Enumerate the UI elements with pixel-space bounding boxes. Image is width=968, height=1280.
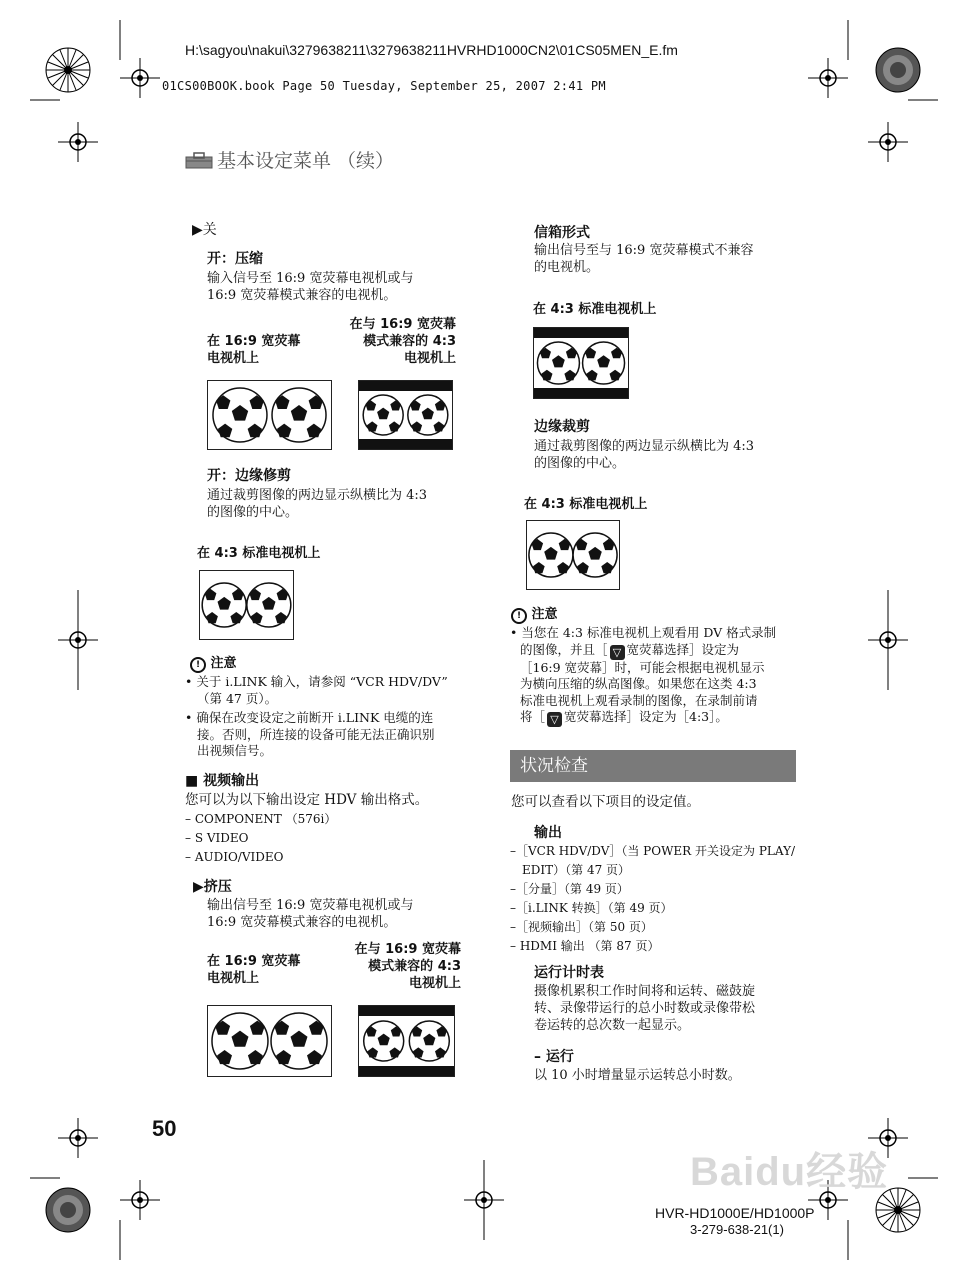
- section-title-text: 基本设定菜单 （续）: [217, 150, 395, 172]
- edge-trim-heading: 开：边缘修剪: [207, 468, 291, 484]
- image-43-tv-edge-crop: [526, 520, 620, 590]
- watermark: Baidu经验: [690, 1150, 889, 1194]
- image-43-tv-compress: [358, 380, 453, 450]
- compress-text: 输入信号至 16:9 宽荧幕电视机或与 16:9 宽荧幕模式兼容的电视机。: [207, 271, 414, 303]
- model-number: HVR-HD1000E/HD1000P: [655, 1205, 815, 1221]
- image-wide-tv-compress: [207, 380, 332, 450]
- soccer-ball: [213, 388, 267, 442]
- soccer-ball: [409, 1021, 449, 1061]
- caution-icon: !: [511, 608, 527, 624]
- image-wide-tv-squeeze: [207, 1005, 332, 1077]
- soccer-ball: [537, 342, 579, 384]
- left-note-item-1: • 关于 i.LINK 输入，请参阅 “VCR HDV/DV” （第 47 页）。: [185, 674, 448, 706]
- squeeze-text: 输出信号至 16:9 宽荧幕电视机或与 16:9 宽荧幕模式兼容的电视机。: [207, 898, 414, 930]
- right-note-title: ! 注意: [511, 603, 558, 624]
- soccer-ball: [529, 533, 573, 577]
- caption-wide-tv-2: 在 16:9 宽荧幕 电视机上: [207, 954, 301, 986]
- caption-compatible-tv-1: 在与 16:9 宽荧幕 模式兼容的 4:3 电视机上: [349, 317, 456, 366]
- right-note-item: • 当您在 4:3 标准电视机上观看用 DV 格式录制 的图像，并且［ ▽ 宽荧幕选择］设定为 ［16:9 宽荧幕］时，可能会根据电视机显示 为横向压缩的纵高图像。如果您在这类 4:3 标准电视机上观看录制的图像，在录制前请 将［ ▽ 宽荧幕选择］设定为［4:3］。: [510, 625, 777, 726]
- caption-43-tv-left: 在 4:3 标准电视机上: [197, 546, 321, 561]
- soccer-ball: [408, 395, 448, 435]
- caption-43-tv-letterbox: 在 4:3 标准电视机上: [533, 302, 657, 317]
- left-note-title: ! 注意: [190, 652, 237, 673]
- soccer-ball: [247, 583, 291, 627]
- caption-43-tv-edge-crop: 在 4:3 标准电视机上: [524, 497, 648, 512]
- run-timer-text: 摄像机累积工作时间将和运转、磁鼓旋 转、录像带运行的总小时数或录像带松 卷运转的总次数一起显示。: [534, 984, 756, 1033]
- status-check-text: 您可以查看以下项目的设定值。: [511, 794, 700, 810]
- caption-wide-tv-1: 在 16:9 宽荧幕 电视机上: [207, 334, 301, 366]
- book-info-line: 01CS00BOOK.book Page 50 Tuesday, September 25, 2007 2:41 PM: [162, 79, 606, 93]
- video-output-list: – COMPONENT （576i） – S VIDEO – AUDIO/VIDEO: [185, 812, 337, 864]
- caution-icon: !: [190, 657, 206, 673]
- letterbox-heading: 信箱形式: [534, 225, 590, 241]
- soccer-ball: [272, 388, 326, 442]
- edge-crop-heading: 边缘裁剪: [534, 419, 590, 435]
- caption-compatible-tv-2: 在与 16:9 宽荧幕 模式兼容的 4:3 电视机上: [354, 942, 461, 991]
- image-43-tv-letterbox: [533, 327, 629, 399]
- soccer-ball: [573, 533, 617, 577]
- output-list: –［VCR HDV/DV］（当 POWER 开关设定为 PLAY/ EDIT）（第 47 页） –［分量］（第 49 页） –［i.LINK 转换］（第 49 页） –［视频输出］（第 50 页） – HDMI 输出 （第 87 页）: [510, 844, 796, 953]
- soccer-ball: [363, 395, 403, 435]
- image-43-tv-squeeze: [358, 1005, 455, 1077]
- edge-crop-text: 通过裁剪图像的两边显示纵横比为 4:3 的图像的中心。: [534, 439, 755, 471]
- status-check-heading: 状况检查: [510, 750, 796, 782]
- soccer-ball: [212, 1013, 268, 1069]
- section-title: [185, 146, 394, 173]
- soccer-ball: [583, 342, 625, 384]
- soccer-ball: [271, 1013, 327, 1069]
- page-number: 50: [152, 1116, 177, 1141]
- video-output-heading: ■ 视频输出: [185, 773, 260, 789]
- off-option-label: ▶关: [192, 222, 217, 238]
- toolbox-icon: [185, 151, 213, 169]
- left-note-item-2: • 确保在改变设定之前断开 i.LINK 电缆的连 接。否则，所连接的设备可能无法正确识别 出视频信号。: [185, 710, 435, 758]
- file-path: H:\sagyou\nakui\3279638211\3279638211HVRHD1000CN2\01CS05MEN_E.fm: [185, 42, 678, 58]
- image-43-tv-edge-trim: [199, 570, 294, 640]
- squeeze-option-label: ▶挤压: [193, 879, 232, 895]
- edge-trim-text: 通过裁剪图像的两边显示纵横比为 4:3 的图像的中心。: [207, 488, 428, 520]
- output-heading: 输出: [534, 825, 562, 841]
- widescreen-menu-icon: ▽: [547, 712, 562, 727]
- letterbox-text: 输出信号至与 16:9 宽荧幕模式不兼容 的电视机。: [534, 243, 754, 275]
- soccer-ball: [202, 583, 246, 627]
- run-text: 以 10 小时增量显示运转总小时数。: [534, 1068, 741, 1083]
- run-timer-heading: 运行计时表: [534, 965, 604, 981]
- soccer-ball: [364, 1021, 404, 1061]
- video-output-text: 您可以为以下输出设定 HDV 输出格式。: [185, 792, 429, 808]
- run-heading: – 运行: [534, 1049, 574, 1065]
- part-number: 3-279-638-21(1): [690, 1222, 784, 1237]
- compress-heading: 开：压缩: [207, 251, 263, 267]
- widescreen-menu-icon: ▽: [610, 645, 625, 660]
